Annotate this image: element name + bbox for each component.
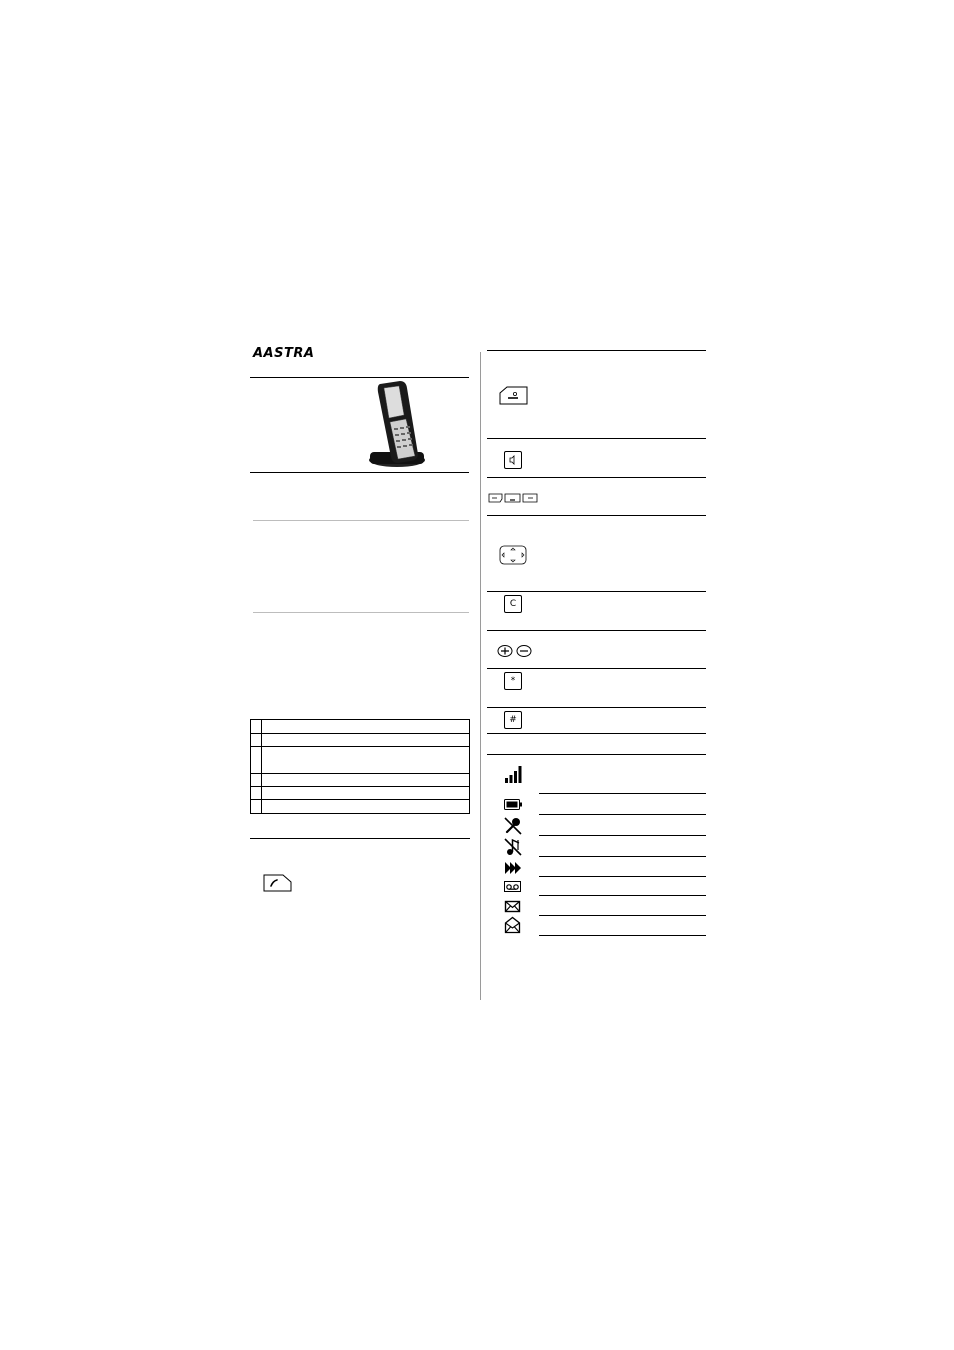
clear-key-icon: C [504, 595, 522, 613]
divider [539, 895, 706, 896]
table-cell [262, 720, 470, 734]
ringer-off-icon [504, 838, 522, 856]
table-row [251, 787, 470, 800]
divider [487, 668, 706, 669]
table-cell [262, 800, 470, 814]
table-row [251, 734, 470, 747]
brand-logo: AASTRA [253, 346, 315, 361]
table-cell [251, 800, 262, 814]
loudspeaker-key-icon [504, 451, 522, 469]
divider [539, 793, 706, 794]
divider [487, 515, 706, 516]
table-cell [262, 774, 470, 787]
voicemail-icon [504, 881, 521, 892]
divider [487, 438, 706, 439]
column-separator [480, 352, 481, 1000]
divider [487, 350, 706, 351]
divider [487, 591, 706, 592]
divider [539, 814, 706, 815]
table-row [251, 747, 470, 774]
softkeys-icon [488, 493, 538, 503]
table-row [251, 800, 470, 814]
divider [539, 835, 706, 836]
navigation-key-icon [499, 545, 527, 565]
divider [250, 377, 469, 378]
divider [250, 472, 469, 473]
divider [250, 838, 470, 839]
table-cell [251, 734, 262, 747]
on-hook-key-icon [499, 386, 528, 405]
star-key-icon: * [504, 672, 522, 690]
table-row [251, 774, 470, 787]
divider [487, 754, 706, 755]
handset-in-charger-image [366, 380, 428, 470]
divider [487, 733, 706, 734]
table-row [251, 720, 470, 734]
battery-icon [504, 799, 522, 810]
microphone-muted-icon [504, 817, 522, 835]
table-cell [251, 787, 262, 800]
divider [539, 876, 706, 877]
table-cell [251, 720, 262, 734]
table-cell [262, 747, 470, 774]
table-cell [251, 747, 262, 774]
divider [487, 630, 706, 631]
divider [487, 477, 706, 478]
legend-table [250, 719, 470, 814]
read-message-icon [505, 917, 520, 933]
off-hook-key-icon [263, 874, 292, 892]
hash-key-icon: # [504, 711, 522, 729]
table-cell [262, 734, 470, 747]
divider [539, 915, 706, 916]
divider [253, 520, 469, 521]
divider [487, 707, 706, 708]
new-message-icon [505, 901, 520, 912]
table-cell [262, 787, 470, 800]
divider [539, 856, 706, 857]
divider [253, 612, 469, 613]
volume-plus-minus-icon [497, 644, 533, 658]
call-forwarding-icon [504, 861, 522, 875]
divider [539, 935, 706, 936]
table-cell [251, 774, 262, 787]
signal-strength-icon [504, 766, 522, 783]
